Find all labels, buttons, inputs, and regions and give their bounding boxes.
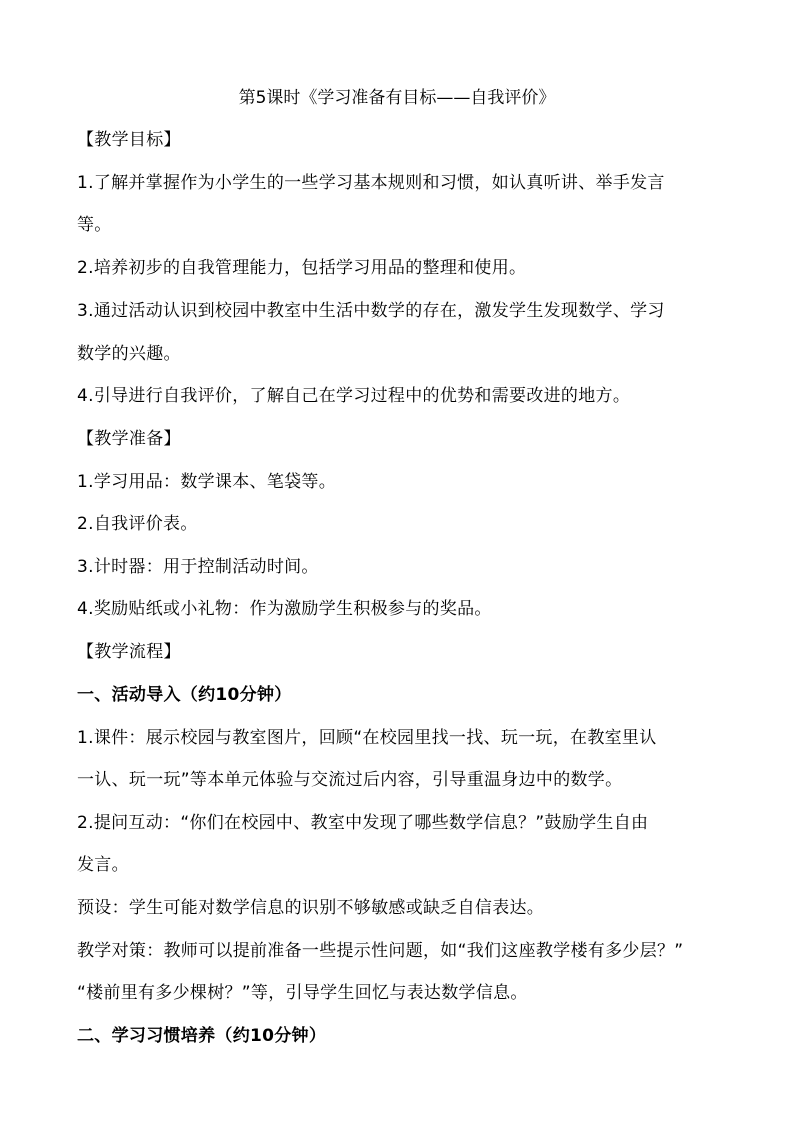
paragraph-line: 等。 — [77, 215, 112, 235]
paragraph-line: “楼前里有多少棵树？”等，引导学生回忆与表达数学信息。 — [77, 983, 528, 1003]
paragraph-line: 数学的兴趣。 — [77, 344, 181, 364]
paragraph-line: 4.引导进行自我评价，了解自己在学习过程中的优势和需要改进的地方。 — [77, 386, 631, 406]
document-title: 第5课时《学习准备有目标——自我评价》 — [238, 88, 556, 108]
paragraph-line: 2.自我评价表。 — [77, 514, 198, 534]
paragraph-line: 3.通过活动认识到校园中教室中生活中数学的存在，激发学生发现数学、学习 — [77, 301, 665, 321]
paragraph-line: 1.了解并掌握作为小学生的一些学习基本规则和习惯，如认真听讲、举手发言 — [77, 173, 665, 193]
paragraph-line: 发言。 — [77, 855, 129, 875]
paragraph-line: 4.奖励贴纸或小礼物：作为激励学生积极参与的奖品。 — [77, 599, 492, 619]
paragraph-line: 教学对策：教师可以提前准备一些提示性问题，如“我们这座教学楼有多少层？” — [77, 941, 684, 961]
paragraph-line: 预设：学生可能对数学信息的识别不够敏感或缺乏自信表达。 — [77, 898, 545, 918]
paragraph-line: 3.计时器：用于控制活动时间。 — [77, 557, 319, 577]
section-heading-flow: 【教学流程】 — [77, 642, 181, 662]
part1-heading: 一、活动导入（约10分钟） — [77, 685, 292, 705]
part2-heading: 二、学习习惯培养（约10分钟） — [77, 1026, 327, 1046]
paragraph-line: 一认、玩一玩”等本单元体验与交流过后内容，引导重温身边中的数学。 — [77, 770, 623, 790]
section-heading-goals: 【教学目标】 — [77, 130, 181, 150]
section-heading-prep: 【教学准备】 — [77, 429, 181, 449]
paragraph-line: 2.培养初步的自我管理能力，包括学习用品的整理和使用。 — [77, 258, 527, 278]
paragraph-line: 1.课件：展示校园与教室图片，回顾“在校园里找一找、玩一玩，在教室里认 — [77, 728, 657, 748]
paragraph-line: 2.提问互动：“你们在校园中、教室中发现了哪些数学信息？”鼓励学生自由 — [77, 813, 649, 833]
paragraph-line: 1.学习用品：数学课本、笔袋等。 — [77, 472, 337, 492]
